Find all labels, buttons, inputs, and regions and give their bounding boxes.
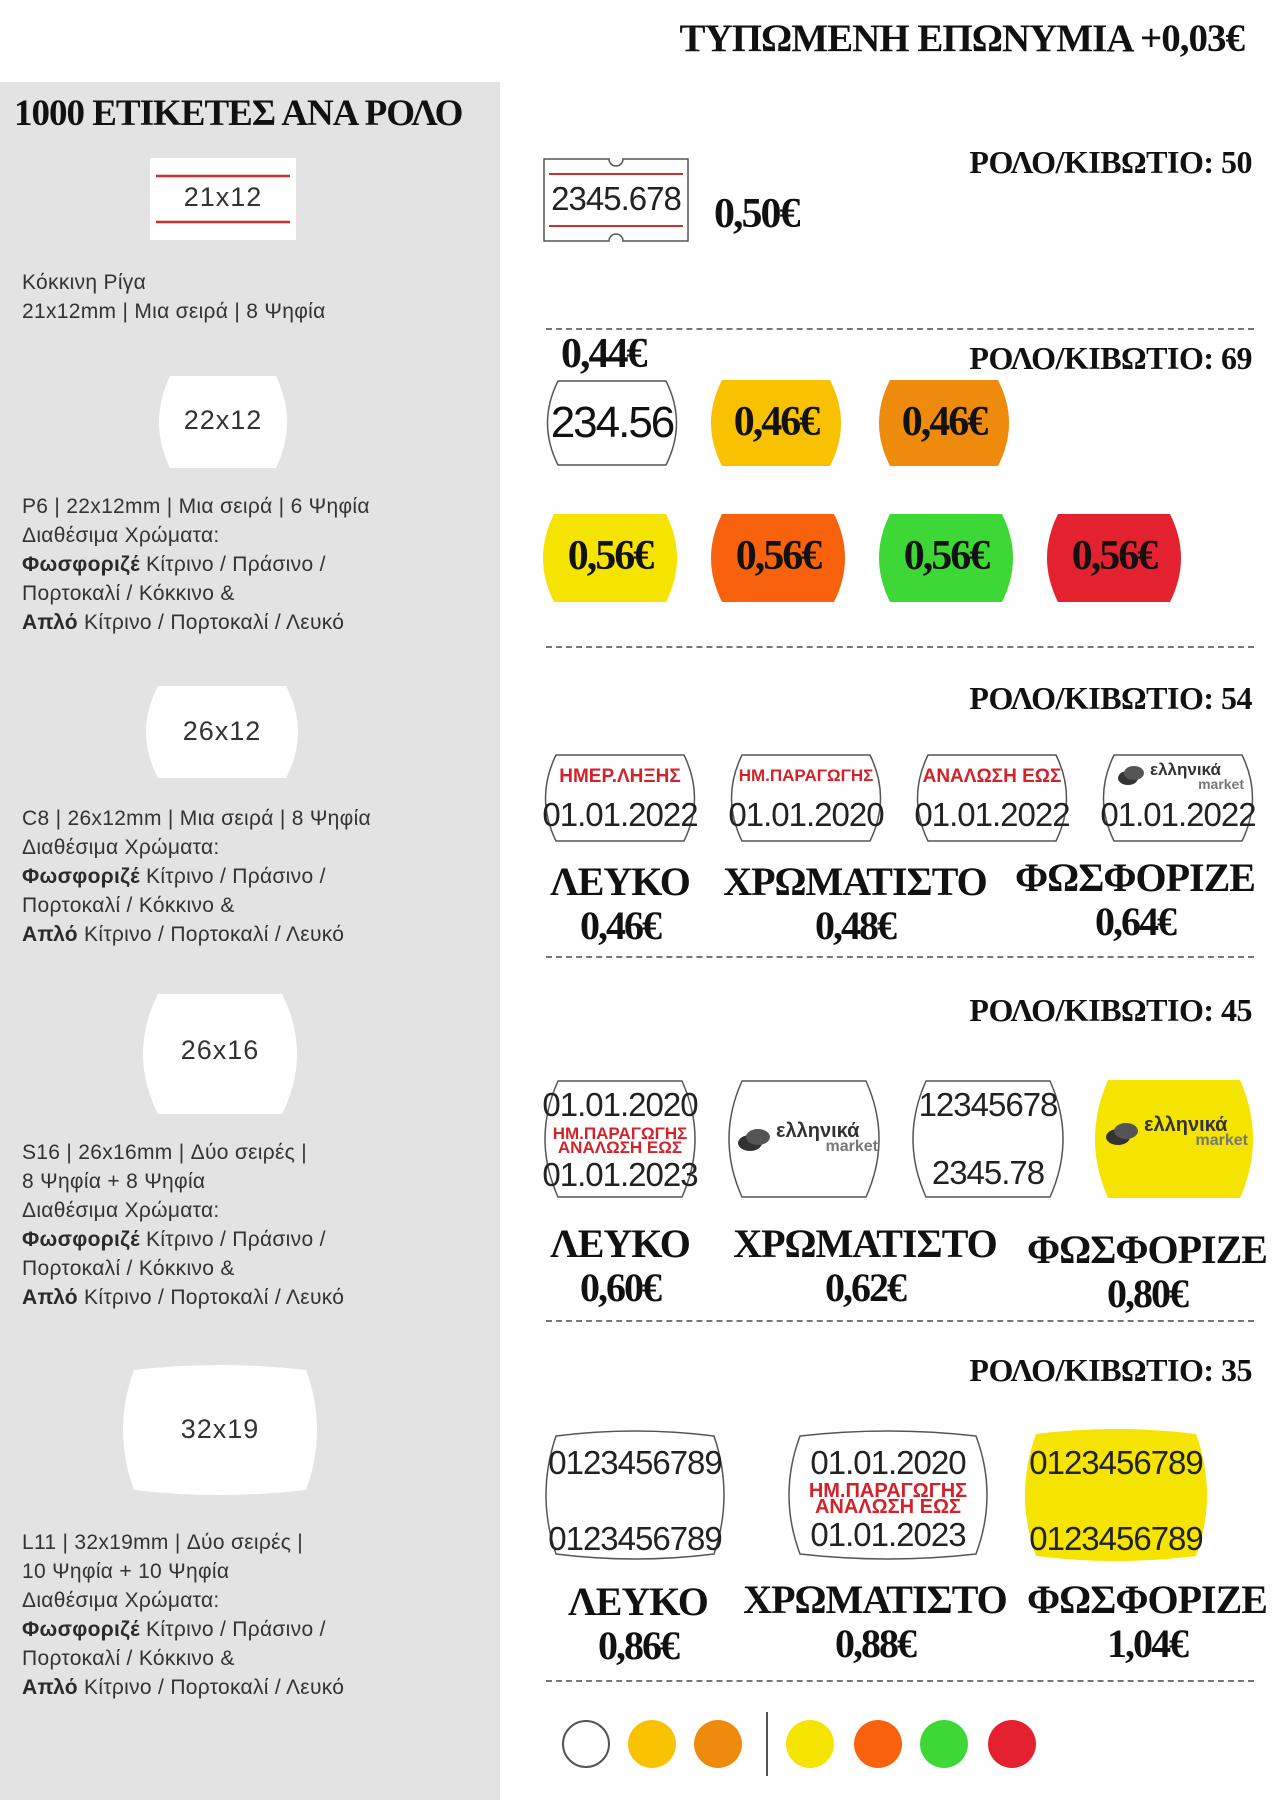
spec-fluo-line: Φωσφοριζέ Κίτρινο / Πράσινο / xyxy=(22,1618,326,1641)
shape-label-26x12: 26x12 xyxy=(182,716,262,746)
label-date-top: 01.01.2020 xyxy=(810,1444,966,1481)
shape-label-21x12: 21x12 xyxy=(183,182,263,212)
spec-colors-heading: Διαθέσιμα Χρώματα: xyxy=(22,1589,220,1612)
variant-colored: ΧΡΩΜΑΤΙΣΤΟ 0,62€ xyxy=(733,1221,997,1310)
logo-text-bottom: market xyxy=(1195,1132,1248,1149)
spec-22x12 xyxy=(22,492,370,637)
label-date: 01.01.2022 xyxy=(1100,796,1256,833)
spec-plain-line: Απλό Κίτρινο / Πορτοκαλί / Λευκό xyxy=(22,1676,345,1699)
label-date-bottom: 01.01.2023 xyxy=(542,1156,698,1193)
spec-fluo-line2: Πορτοκαλί / Κόκκινο & xyxy=(22,894,235,917)
spec-colors-heading: Διαθέσιμα Χρώματα: xyxy=(22,524,220,547)
label-22x12-text: 234.56 xyxy=(550,398,674,447)
spec-line: 21x12mm | Μια σειρά | 8 Ψηφία xyxy=(22,300,326,323)
variant-fluo: ΦΩΣΦΟΡΙΖΕ 0,80€ xyxy=(1027,1227,1267,1316)
label-line2: 2345.78 xyxy=(931,1154,1045,1191)
spec-fluo-line: Φωσφοριζέ Κίτρινο / Πράσινο / xyxy=(22,865,326,888)
spec-21x12 xyxy=(22,268,326,326)
swatch-plain-yellow xyxy=(628,1720,676,1768)
label-top-text: ΑΝΑΛΩΣΗ ΕΩΣ xyxy=(922,766,1062,787)
shape-label-22x12: 22x12 xyxy=(183,405,263,435)
rolo-count: ΡΟΛΟ/ΚΙΒΩΤΙΟ: 50 xyxy=(969,144,1252,180)
label-red-line1: ΗΜ.ΠΑΡΑΓΩΓΗΣ xyxy=(808,1480,968,1502)
spec-fluo-line: Φωσφοριζέ Κίτρινο / Πράσινο / xyxy=(22,553,326,576)
spec-colors-heading: Διαθέσιμα Χρώματα: xyxy=(22,1199,220,1222)
price-fluo-green: 0,56€ xyxy=(903,533,989,579)
page-title: ΤΥΠΩΜΕΝΗ ΕΠΩΝΥΜΙΑ +0,03€ xyxy=(679,17,1244,60)
variant-fluo: ΦΩΣΦΟΡΙΖΕ 0,64€ xyxy=(1015,855,1255,944)
label-line1: 0123456789 xyxy=(548,1444,722,1481)
label-line1: 12345678 xyxy=(918,1086,1058,1123)
rolo-count: ΡΟΛΟ/ΚΙΒΩΤΙΟ: 54 xyxy=(969,680,1252,716)
price-fluo-orange: 0,56€ xyxy=(735,533,821,579)
variant-white: ΛΕΥΚΟ 0,86€ xyxy=(568,1579,708,1668)
variant-white: ΛΕΥΚΟ 0,46€ xyxy=(550,859,690,948)
spec-line: 8 Ψηφία + 8 Ψηφία xyxy=(22,1170,206,1193)
label-date-top: 01.01.2020 xyxy=(542,1086,698,1123)
swatch-divider xyxy=(766,1712,768,1776)
shape-label-26x16: 26x16 xyxy=(180,1035,260,1065)
spec-plain-line: Απλό Κίτρινο / Πορτοκαλί / Λευκό xyxy=(22,611,345,634)
label-line2: 0123456789 xyxy=(548,1520,722,1557)
price-white: 0,44€ xyxy=(561,331,646,377)
label-red-line2: ΑΝΑΛΩΣΗ ΕΩΣ xyxy=(557,1138,683,1157)
price-plain-orange: 0,46€ xyxy=(901,399,987,445)
divider xyxy=(546,646,1254,648)
spec-26x16 xyxy=(22,1138,344,1312)
spec-fluo-line: Φωσφοριζέ Κίτρινο / Πράσινο / xyxy=(22,1228,326,1251)
swatch-fluo-yellow xyxy=(786,1720,834,1768)
label-date: 01.01.2020 xyxy=(728,796,884,833)
logo-text-top: ελληνικά xyxy=(1144,1114,1228,1136)
rolo-count: ΡΟΛΟ/ΚΙΒΩΤΙΟ: 35 xyxy=(969,1352,1252,1388)
price-plain-yellow: 0,46€ xyxy=(733,399,819,445)
swatch-fluo-red xyxy=(988,1720,1036,1768)
label-top-text: ΗΜ.ΠΑΡΑΓΩΓΗΣ xyxy=(738,766,874,785)
variant-white: ΛΕΥΚΟ 0,60€ xyxy=(550,1221,690,1310)
label-date-bottom: 01.01.2023 xyxy=(810,1516,966,1553)
logo-text-top: ελληνικά xyxy=(1150,760,1221,779)
label-red-line2: ΑΝΑΛΩΣΗ ΕΩΣ xyxy=(814,1496,962,1518)
spec-32x19 xyxy=(22,1528,344,1702)
variant-colored: ΧΡΩΜΑΤΙΣΤΟ 0,48€ xyxy=(723,859,987,948)
swatch-fluo-orange xyxy=(854,1720,902,1768)
label-date: 01.01.2022 xyxy=(914,796,1070,833)
spec-fluo-line2: Πορτοκαλί / Κόκκινο & xyxy=(22,582,235,605)
spec-line: L11 | 32x19mm | Δύο σειρές | xyxy=(22,1531,304,1554)
logo-text-top: ελληνικά xyxy=(776,1120,860,1142)
spec-fluo-line2: Πορτοκαλί / Κόκκινο & xyxy=(22,1647,235,1670)
rolo-count: ΡΟΛΟ/ΚΙΒΩΤΙΟ: 45 xyxy=(969,992,1252,1028)
divider xyxy=(546,1680,1254,1682)
divider xyxy=(546,956,1254,958)
price: 0,50€ xyxy=(714,191,799,237)
spec-26x12 xyxy=(22,804,371,949)
label-line2: 0123456789 xyxy=(1029,1520,1203,1557)
swatch-fluo-green xyxy=(920,1720,968,1768)
swatch-white xyxy=(562,1720,610,1768)
spec-line: P6 | 22x12mm | Μια σειρά | 6 Ψηφία xyxy=(22,495,370,518)
spec-fluo-line2: Πορτοκαλί / Κόκκινο & xyxy=(22,1257,235,1280)
label-line1: 0123456789 xyxy=(1029,1444,1203,1481)
divider xyxy=(546,1320,1254,1322)
logo-icon xyxy=(736,1126,772,1154)
variant-fluo: ΦΩΣΦΟΡΙΖΕ 1,04€ xyxy=(1027,1577,1267,1666)
spec-plain-line: Απλό Κίτρινο / Πορτοκαλί / Λευκό xyxy=(22,1286,345,1309)
variant-colored: ΧΡΩΜΑΤΙΣΤΟ 0,88€ xyxy=(743,1577,1007,1666)
shape-label-32x19: 32x19 xyxy=(180,1414,260,1444)
price-fluo-yellow: 0,56€ xyxy=(567,533,653,579)
spec-line: 10 Ψηφία + 10 Ψηφία xyxy=(22,1560,230,1583)
rolo-count: ΡΟΛΟ/ΚΙΒΩΤΙΟ: 69 xyxy=(969,340,1252,376)
sidebar-title: 1000 ΕΤΙΚΕΤΕΣ ΑΝΑ ΡΟΛΟ xyxy=(14,93,463,134)
logo-text-bottom: market xyxy=(825,1138,878,1155)
divider xyxy=(546,328,1254,330)
spec-colors-heading: Διαθέσιμα Χρώματα: xyxy=(22,836,220,859)
logo-icon xyxy=(1104,1120,1140,1148)
label-date: 01.01.2022 xyxy=(542,796,698,833)
swatch-plain-orange xyxy=(694,1720,742,1768)
label-top-text: ΗΜΕΡ.ΛΗΞΗΣ xyxy=(559,766,681,787)
logo-icon xyxy=(1116,764,1146,788)
label-red-line1: ΗΜ.ΠΑΡΑΓΩΓΗΣ xyxy=(552,1124,688,1143)
spec-plain-line: Απλό Κίτρινο / Πορτοκαλί / Λευκό xyxy=(22,923,345,946)
spec-line: Κόκκινη Ρίγα xyxy=(22,271,147,294)
price-fluo-red: 0,56€ xyxy=(1071,533,1157,579)
spec-line: S16 | 26x16mm | Δύο σειρές | xyxy=(22,1141,307,1164)
spec-line: C8 | 26x12mm | Μια σειρά | 8 Ψηφία xyxy=(22,807,371,830)
label-text: 2345.678 xyxy=(551,180,681,217)
logo-text-bottom: market xyxy=(1198,776,1244,792)
